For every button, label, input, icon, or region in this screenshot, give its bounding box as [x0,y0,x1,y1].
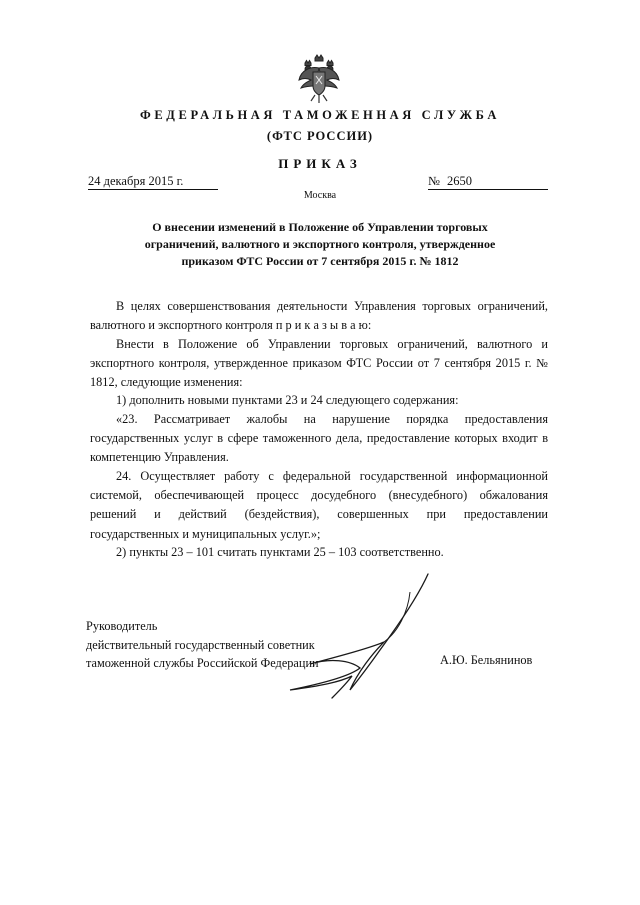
city: Москва [303,190,337,201]
signatory-title-line: действительный государственный советник [86,637,315,652]
document-type: ПРИКАЗ [278,156,362,171]
body-item-1: 1) дополнить новыми пунктами 23 и 24 следующего содержания: [116,393,459,407]
body-new-point-23: «23. Рассматривает жалобы на нарушение порядка предоставления государственных услуг в сфере таможенного дела, предоставление которых входит в компетенцию Управления. [90,412,548,465]
coat-of-arms-icon [297,54,341,106]
order-number: 2650 [447,174,472,188]
order-subject [90,219,550,270]
body-paragraph-preamble: В целях совершенствования деятельности Управления торговых ограничений, валютного и экспортного контроля п р и к а з ы в а ю: [90,299,548,333]
signatory-name: А.Ю. Бельянинов [440,653,533,667]
body-item-2: 2) пункты 23 – 101 считать пунктами 25 – 103 соответственно. [116,545,444,559]
subject-line: приказом ФТС России от 7 сентября 2015 г. № 1812 [181,254,459,268]
number-sign: № [428,174,440,188]
signatory-title-line: Руководитель [86,619,158,633]
handwritten-signature [280,572,470,702]
subject-line: О внесении изменений в Положение об Управлении торговых [152,220,488,234]
order-date: 24 декабря 2015 г. [88,174,184,188]
agency-name: ФЕДЕРАЛЬНАЯ ТАМОЖЕННАЯ СЛУЖБА [140,108,500,122]
body-paragraph-amendment: Внести в Положение об Управлении торговых ограничений, валютного и экспортного контроля, утвержденное приказом ФТС России от 7 сентября 2015 г. № 1812, следующие изменения: [90,337,548,390]
body-new-point-24: 24. Осуществляет работу с федеральной государственной информационной системой, обеспечивающей процесс досудебного (внесудебного) обжалования решений и действий (бездействия), совершенных при предоставлении государственных и муниципальных услуг.»; [90,469,548,541]
subject-line: ограничений, валютного и экспортного контроля, утвержденное [144,237,496,251]
agency-short-name: (ФТС РОССИИ) [266,129,374,143]
signatory-title-line: таможенной службы Российской Федерации [86,656,319,670]
